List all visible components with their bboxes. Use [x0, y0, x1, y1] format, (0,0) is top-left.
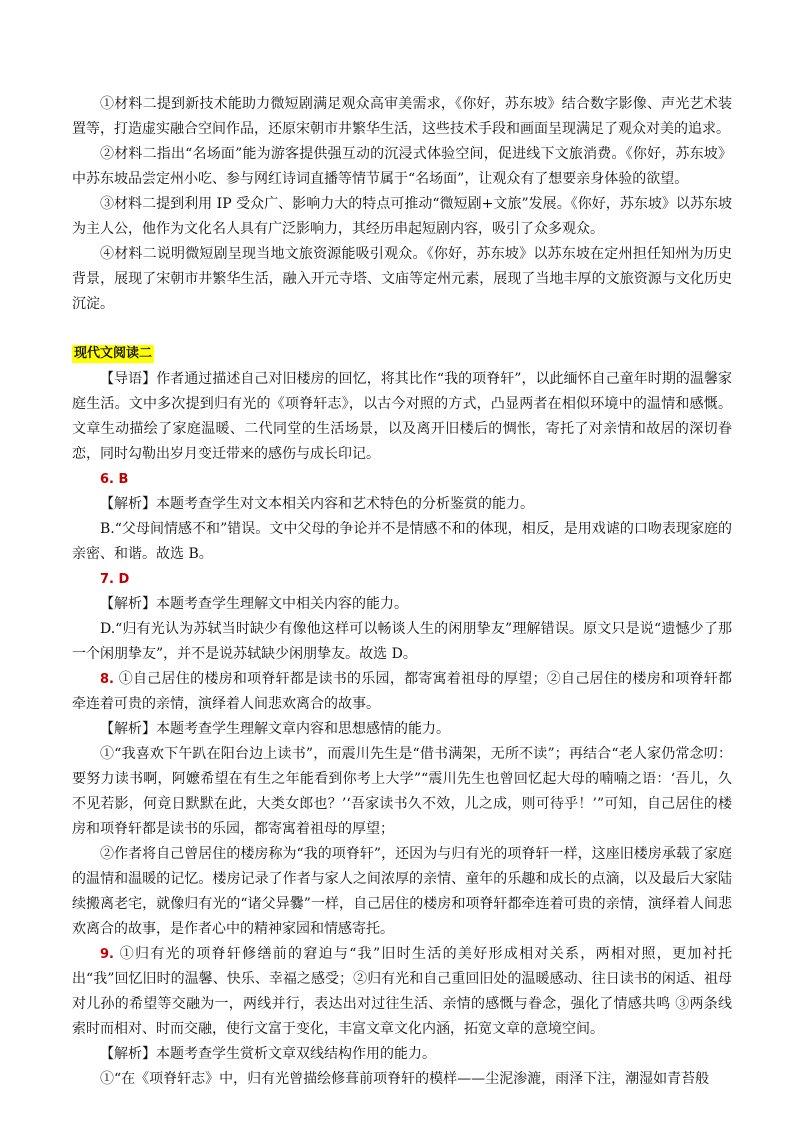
q8-number: 8.	[100, 672, 114, 687]
q6-answer	[72, 467, 732, 492]
q6-number: 6. B	[100, 472, 129, 487]
material-analysis-1: ①材料二提到新技术能助力微短剧满足观众高审美需求，《你好，苏东坡》结合数字影像、声光艺术装置等，打造虚实融合空间作品，还原宋朝市井繁华生活，这些技术手段和画面呈现满足了观众对美的追求。	[72, 96, 732, 137]
material-analysis-2: ②材料二指出“名场面”能为游客提供强互动的沉浸式体验空间，促进线下文旅消费。《你好，苏东坡》中苏东坡品尝定州小吃、参与网红诗词直播等情节属于“名场面”，让观众有了想要亲身体验的欲望。	[72, 146, 732, 187]
q8-explanation-1: ①“我喜欢下午趴在阳台边上读书”，而震川先生是“借书满架，无所不读”；再结合“老人家仍常念叨：要努力读书啊，阿嬷希望在有生之年能看到你考上大学”“震川先生也曾回忆起大母的喃喃之语：‘吾儿，久不见若影，何竟日默默在此，大类女郎也？’‘吾家读书久不效，儿之成，则可待乎！’”可知，自己居住的楼房和项脊轩都是读书的乐园，都寄寓着祖母的厚望；	[72, 746, 732, 837]
material-analysis-4: ④材料二说明微短剧呈现当地文旅资源能吸引观众。《你好，苏东坡》以苏东坡在定州担任知州为历史背景，展现了宋朝市井繁华生活，融入开元寺塔、文庙等定州元素，展现了当地丰厚的文旅资源与文化历史沉淀。	[72, 246, 732, 312]
q8-analysis: 【解析】本题考查学生理解文章内容和思想感情的能力。	[100, 721, 450, 737]
spacer	[72, 317, 732, 341]
q7-detail: D.“归有光认为苏轼当时缺少有像他这样可以畅谈人生的闲朋挚友”理解错误。原文只是说“遗憾少了那一个闲朋挚友”，并不是说苏轼缺少闲朋挚友。故选 D。	[72, 621, 732, 662]
q6-analysis: 【解析】本题考查学生对文本相关内容和艺术特色的分析鉴赏的能力。	[100, 496, 534, 512]
q9-analysis: 【解析】本题考查学生赏析文章双线结构作用的能力。	[100, 1046, 436, 1062]
guide-paragraph: 【导语】作者通过描述自己对旧楼房的回忆，将其比作“我的项脊轩”，以此缅怀自己童年时期的温馨家庭生活。文中多次提到归有光的《项脊轩志》，以古今对照的方式，凸显两者在相似环境中的温情和感慨。文章生动描绘了家庭温暖、二代同堂的生活场景，以及离开旧楼后的惆怅，寄托了对亲情和故居的深切眷恋，同时勾勒出岁月变迁带来的感伤与成长印记。	[72, 371, 732, 462]
section-title: 现代文阅读二	[74, 346, 153, 361]
material-analysis-3: ③材料二提到利用 IP 受众广、影响力大的特点可推动“微短剧+文旅”发展。《你好，苏东坡》以苏东坡为主人公，他作为文化名人具有广泛影响力，其经历串起短剧内容，吸引了众多观众。	[72, 196, 732, 237]
q7-analysis: 【解析】本题考查学生理解文中相关内容的能力。	[100, 596, 408, 612]
q9-answer-text: ①归有光的项脊轩修缮前的窘迫与“我”旧时生活的美好形成相对关系，两相对照，更加衬托出“我”回忆旧时的温馨、快乐、幸福之感受；②归有光和自己重回旧处的温暖感动、往日读书的闲适、祖母对儿孙的希望等交融为一，两线并行，表达出对过往生活、亲情的感慨与眷念，强化了情感共鸣 ③两条线索时而相对、时而交融，使行文富于变化，丰富文章文化内涵，拓宽文章的意境空间。	[72, 946, 732, 1037]
document-page	[72, 92, 732, 1092]
q8-answer	[72, 667, 732, 717]
q7-number: 7. D	[100, 572, 130, 587]
q8-answer-text: ①自己居住的楼房和项脊轩都是读书的乐园，都寄寓着祖母的厚望；②自己居住的楼房和项脊轩都牵连着可贵的亲情，演绎着人间悲欢离合的故事。	[72, 671, 733, 712]
q8-explanation-2: ②作者将自己曾居住的楼房称为“我的项脊轩”，还因为与归有光的项脊轩一样，这座旧楼房承载了家庭的温情和温暖的记忆。楼房记录了作者与家人之间浓厚的亲情、童年的乐趣和成长的点滴，以及最后大家陆续搬离老宅，就像归有光的“诸父异爨”一样，自己居住的楼房和项脊轩都牵连着可贵的亲情，演绎着人间悲欢离合的故事，是作者心中的精神家园和情感寄托。	[72, 846, 732, 937]
q9-explanation-1: ①“在《项脊轩志》中，归有光曾描绘修葺前项脊轩的模样——尘泥渗漉，雨泽下注，潮湿如青苔般	[100, 1071, 710, 1087]
q7-answer	[72, 567, 732, 592]
section-heading	[72, 341, 732, 367]
q6-detail: B.“父母间情感不和”错误。文中父母的争论并不是情感不和的体现，相反，是用戏谑的口吻表现家庭的亲密、和谐。故选 B。	[72, 521, 732, 562]
q9-number: 9.	[100, 947, 114, 962]
q9-answer	[72, 942, 732, 1042]
